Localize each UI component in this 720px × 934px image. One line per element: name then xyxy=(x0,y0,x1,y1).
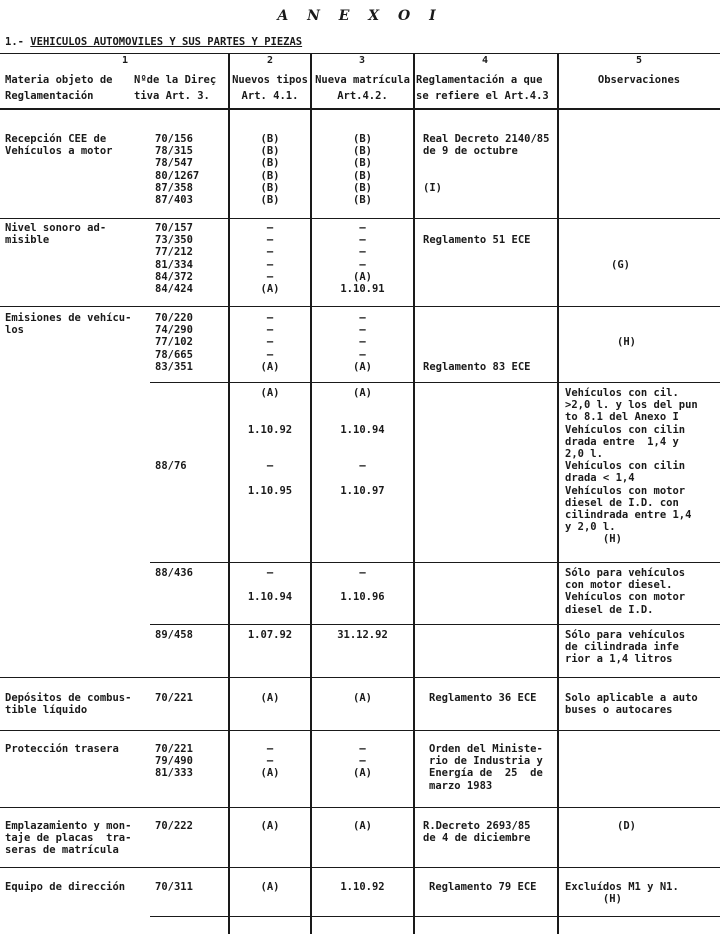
rule-row-10 xyxy=(150,916,720,917)
header-directiva: Nºde la Direç tiva Art. 3. xyxy=(134,74,217,102)
header-reglamentacion: Reglamentación a que se refiere el Art.4.3 xyxy=(416,74,549,102)
section-title: VEHICULOS AUTOMOVILES Y SUS PARTES Y PIEZAS xyxy=(30,36,303,48)
header-observaciones: Observaciones xyxy=(597,74,681,86)
row-5-directiva: 89/458 xyxy=(155,629,193,641)
rule-row-8 xyxy=(0,807,720,808)
row-0-materia: Recepción CEE de Vehículos a motor xyxy=(5,133,113,158)
row-5-nuevos: 1.07.92 xyxy=(247,629,293,641)
row-0-directiva: 70/156 78/315 78/547 80/1267 87/358 87/403 xyxy=(155,133,200,207)
header-nuevos-tipos: Nuevos tipos Art. 4.1. xyxy=(232,74,308,102)
row-1-reglamentacion: Reglamento 51 ECE xyxy=(423,234,531,247)
rule-row-2 xyxy=(0,306,720,307)
col-number-1: 1 xyxy=(121,55,129,66)
col-number-2: 2 xyxy=(266,55,274,66)
rule-row-7 xyxy=(0,730,720,731)
row-6-reglamentacion: Reglamento 36 ECE xyxy=(429,692,537,704)
row-6-materia: Depósitos de combus- tible líquido xyxy=(5,692,132,717)
row-8-nuevos: (A) xyxy=(260,820,280,832)
row-1-matricula: – – – – (A) 1.10.91 xyxy=(340,222,385,296)
row-7-nuevos: – – (A) xyxy=(260,743,280,780)
row-8-matricula: (A) xyxy=(353,820,372,832)
row-0-matricula: (B) (B) (B) (B) (B) (B) xyxy=(353,133,372,207)
row-1-materia: Nivel sonoro ad- misible xyxy=(5,222,107,247)
row-2-materia: Emisiones de vehícu- los xyxy=(5,312,132,337)
row-5-matricula: 31.12.92 xyxy=(337,629,388,641)
row-3-nuevos: (A) 1.10.92 – 1.10.95 xyxy=(247,387,293,497)
rule-table-top xyxy=(0,53,720,54)
row-9-nuevos: (A) xyxy=(260,881,280,893)
rule-header-bottom xyxy=(0,108,720,110)
header-materia: Materia objeto de Reglamentación xyxy=(5,74,113,102)
row-2-observaciones: (H) xyxy=(617,336,636,349)
annex-title: A N E X O I xyxy=(277,8,443,24)
row-9-reglamentacion: Reglamento 79 ECE xyxy=(429,881,537,893)
row-6-directiva: 70/221 xyxy=(155,692,193,704)
row-8-reglamentacion: R.Decreto 2693/85 de 4 de diciembre xyxy=(423,820,531,845)
row-8-observaciones: (D) xyxy=(617,820,636,832)
row-0-reglamentacion: Real Decreto 2140/85 de 9 de octubre (I) xyxy=(423,133,550,194)
row-3-matricula: (A) 1.10.94 – 1.10.97 xyxy=(340,387,385,497)
rule-col-4-left xyxy=(413,53,415,934)
row-1-observaciones: (G) xyxy=(611,258,630,271)
row-7-directiva: 70/221 79/490 81/333 xyxy=(155,743,193,780)
row-3-observaciones: Vehículos con cil. >2,0 l. y los del pun to 8.1 del Anexo I Vehículos con cilin drada entre 1,4 y 2,0 l. Vehículos con cilin drada < 1,4 Vehículos con motor diesel de I.D. con cilindrada entre 1,4 y 2,0 l. (H) xyxy=(565,387,698,546)
row-2-nuevos: – – – – (A) xyxy=(260,312,280,373)
row-7-reglamentacion: Orden del Ministe- rio de Industria y Energía de 25 de marzo 1983 xyxy=(429,743,543,792)
row-2-matricula: – – – – (A) xyxy=(353,312,372,373)
row-9-materia: Equipo de dirección xyxy=(5,881,126,893)
rule-row-6 xyxy=(0,677,720,678)
row-4-directiva: 88/436 xyxy=(155,567,193,579)
row-1-directiva: 70/157 73/350 77/212 81/334 84/372 84/424 xyxy=(155,222,193,296)
header-nueva-matricula: Nueva matrícula Art.4.2. xyxy=(315,74,410,102)
row-8-directiva: 70/222 xyxy=(155,820,193,832)
rule-row-5 xyxy=(150,624,720,625)
row-9-matricula: 1.10.92 xyxy=(340,881,385,893)
col-number-5: 5 xyxy=(635,55,643,66)
row-4-matricula: – 1.10.96 xyxy=(340,567,385,604)
rule-row-9 xyxy=(0,867,720,868)
row-4-nuevos: – 1.10.94 xyxy=(247,567,293,604)
row-1-nuevos: – – – – – (A) xyxy=(260,222,280,296)
row-2-directiva: 70/220 74/290 77/102 78/665 83/351 xyxy=(155,312,193,373)
rule-row-3 xyxy=(150,382,720,383)
row-7-matricula: – – (A) xyxy=(353,743,372,780)
row-6-matricula: (A) xyxy=(353,692,372,704)
section-number: 1.- xyxy=(5,36,31,48)
row-5-observaciones: Sólo para vehículos de cilindrada infe rior a 1,4 litros xyxy=(565,629,686,666)
row-9-observaciones: Excluídos M1 y N1. (H) xyxy=(565,881,679,906)
section-heading xyxy=(5,36,302,48)
row-8-materia: Emplazamiento y mon- taje de placas tra- seras de matrícula xyxy=(5,820,132,857)
row-0-nuevos: (B) (B) (B) (B) (B) (B) xyxy=(260,133,280,207)
col-number-3: 3 xyxy=(358,55,366,66)
rule-row-1 xyxy=(0,218,720,219)
row-3-directiva: 88/76 xyxy=(155,460,187,473)
row-4-observaciones: Sólo para vehículos con motor diesel. Vehículos con motor diesel de I.D. xyxy=(565,567,686,616)
row-6-observaciones: Solo aplicable a auto buses o autocares xyxy=(565,692,698,717)
rule-col-5-left xyxy=(557,53,559,934)
row-7-materia: Protección trasera xyxy=(5,743,119,755)
row-2-reglamentacion: Reglamento 83 ECE xyxy=(423,360,531,373)
col-number-4: 4 xyxy=(481,55,489,66)
row-6-nuevos: (A) xyxy=(260,692,280,704)
row-9-directiva: 70/311 xyxy=(155,881,193,893)
rule-row-4 xyxy=(150,562,720,563)
